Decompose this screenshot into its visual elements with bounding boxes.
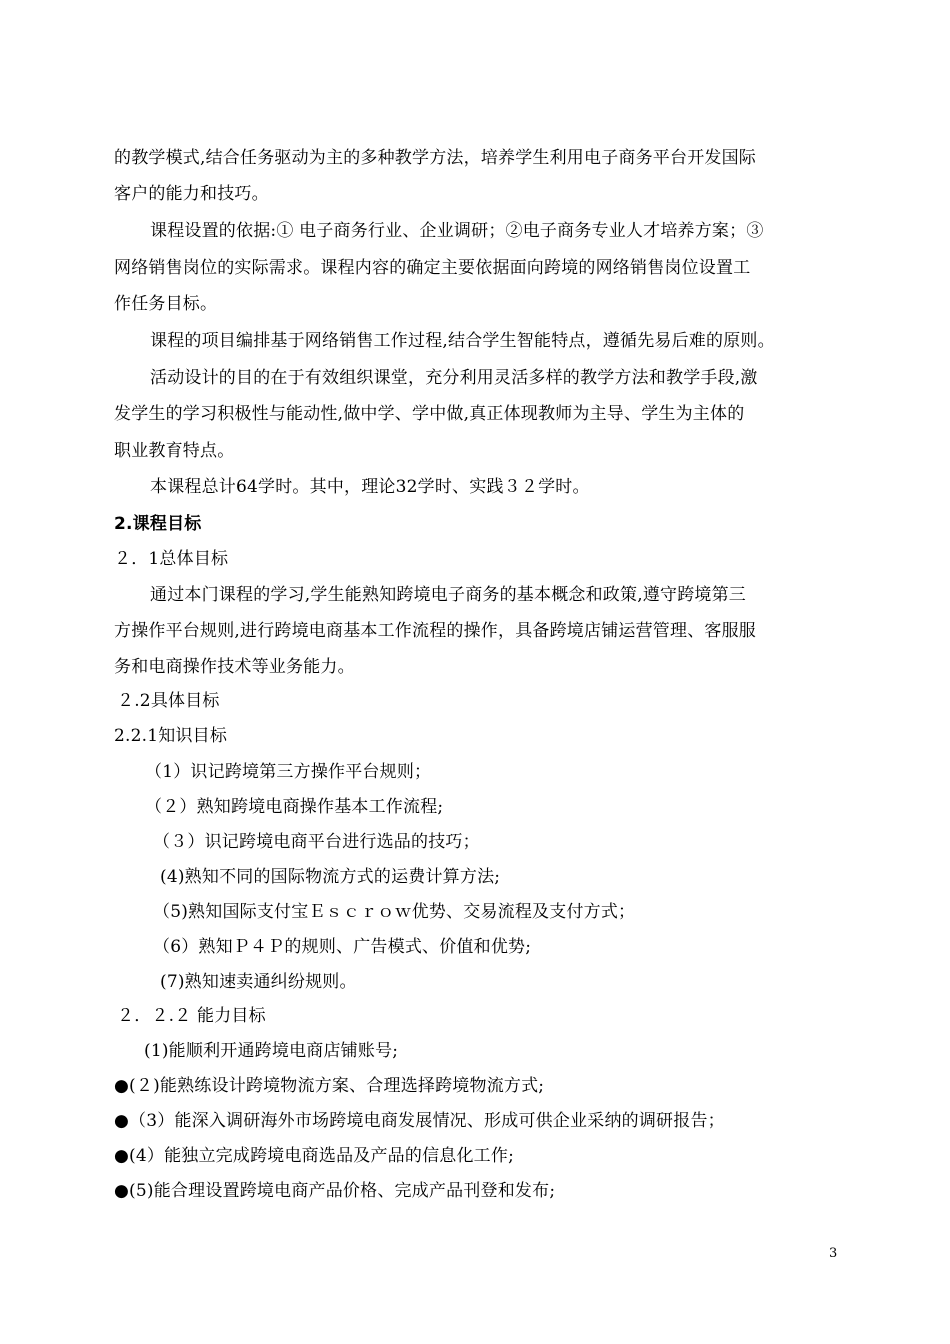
knowledge-item: （２）熟知跨境电商操作基本工作流程; (145, 797, 444, 817)
overall-goal-line-3: 务和电商操作技术等业务能力。 (114, 657, 355, 677)
knowledge-item: (4)熟知不同的国际物流方式的运费计算方法; (160, 867, 501, 887)
paragraph-1-line-1: 的教学模式,结合任务驱动为主的多种教学方法，培养学生利用电子商务平台开发国际 (114, 148, 757, 168)
paragraph-4-line-2: 发学生的学习积极性与能动性,做中学、学中做,真正体现教师为主导、学生为主体的 (114, 404, 745, 424)
knowledge-item: （1）识记跨境第三方操作平台规则； (145, 762, 432, 782)
paragraph-2-line-1: 课程设置的依据:① 电子商务行业、企业调研；②电子商务专业人才培养方案；③ (150, 221, 764, 241)
paragraph-2-line-3: 作任务目标。 (114, 294, 218, 314)
subsection-heading-overall: ２．1总体目标 (114, 549, 229, 569)
knowledge-item: （6）熟知Ｐ４Ｐ的规则、广告模式、价值和优势; (153, 937, 532, 957)
paragraph-4-line-3: 职业教育特点。 (114, 441, 235, 461)
overall-goal-line-2: 方操作平台规则,进行跨境电商基本工作流程的操作，具备跨境店铺运营管理、客服服 (114, 621, 757, 641)
paragraph-3-line-1: 课程的项目编排基于网络销售工作过程,结合学生智能特点，遵循先易后难的原则。 (150, 331, 775, 351)
ability-goals-heading: ２．２.２ 能力目标 (117, 1006, 266, 1026)
ability-item: ●(5)能合理设置跨境电商产品价格、完成产品刊登和发布; (114, 1181, 556, 1201)
knowledge-item: （5)熟知国际支付宝Ｅｓｃｒｏｗ优势、交易流程及支付方式； (153, 902, 636, 922)
paragraph-4-line-1: 活动设计的目的在于有效组织课堂，充分利用灵活多样的教学方法和教学手段,激 (150, 368, 758, 388)
ability-item: ●(２)能熟练设计跨境物流方案、合理选择跨境物流方式; (114, 1076, 545, 1096)
section-heading: 2.课程目标 (114, 514, 202, 534)
paragraph-2-line-2: 网络销售岗位的实际需求。课程内容的确定主要依据面向跨境的网络销售岗位设置工 (114, 258, 751, 278)
paragraph-5-line-1: 本课程总计64学时。其中，理论32学时、实践３２学时。 (150, 477, 590, 497)
page-number: 3 (829, 1246, 838, 1261)
ability-item: ●（3）能深入调研海外市场跨境电商发展情况、形成可供企业采纳的调研报告； (114, 1111, 725, 1131)
knowledge-item: （３）识记跨境电商平台进行选品的技巧； (153, 832, 480, 852)
ability-item: ●(4）能独立完成跨境电商选品及产品的信息化工作; (114, 1146, 515, 1166)
paragraph-1-line-2: 客户的能力和技巧。 (114, 184, 269, 204)
knowledge-item: (7)熟知速卖通纠纷规则。 (160, 972, 357, 992)
ability-item: (1)能顺利开通跨境电商店铺账号; (144, 1041, 399, 1061)
knowledge-goals-heading: 2.2.1知识目标 (114, 726, 228, 746)
overall-goal-line-1: 通过本门课程的学习,学生能熟知跨境电子商务的基本概念和政策,遵守跨境第三 (150, 585, 747, 605)
subsection-heading-specific: ２.2具体目标 (117, 691, 220, 711)
